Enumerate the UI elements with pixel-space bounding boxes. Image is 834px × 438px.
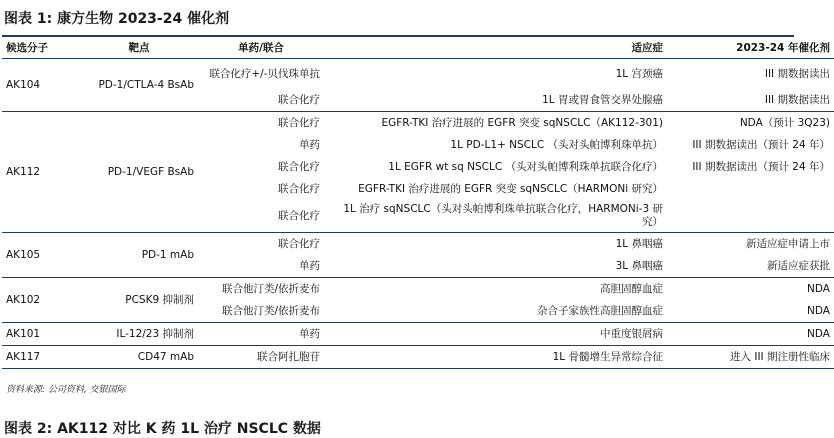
- header-molecule: 候选分子: [2, 37, 80, 59]
- table-header-row: [2, 37, 834, 59]
- indication-cell: 1L EGFR wt sq NSCLC （头对头帕博利珠单抗联合化疗）: [388, 160, 663, 173]
- indication-cell: EGFR-TKI 治疗进展的 EGFR 突变 sqNSCLC（AK112-301): [381, 116, 663, 129]
- table-row: [2, 323, 834, 346]
- indication-cell: 1L PD-L1+ NSCLC （头对头帕博利珠单抗）: [450, 138, 663, 151]
- target-cell: CD47 mAb: [80, 346, 198, 369]
- table-row: [2, 112, 834, 135]
- molecule-cell: AK101: [2, 323, 80, 346]
- regimen-cell: 联合化疗: [278, 237, 320, 250]
- indication-cell: 1L 胃或胃食管交界处腺癌: [324, 89, 667, 112]
- table-row: [2, 278, 834, 301]
- regimen-cell: 单药: [198, 323, 324, 346]
- source-note: 资料来源: 公司资料, 交银国际: [6, 385, 126, 395]
- status-cell: [667, 200, 834, 233]
- indication-cell: 1L 治疗 sqNSCLC（头对头帕博利珠单抗联合化疗，HARMONi-3 研究）: [324, 200, 667, 233]
- indication-cell: EGFR-TKI 治疗进展的 EGFR 突变 sqNSCLC（HARMONi 研究）: [358, 182, 663, 195]
- target-cell: IL-12/23 抑制剂: [80, 323, 198, 346]
- target-cell: PD-1/VEGF BsAb: [80, 112, 198, 233]
- target-cell: PD-1/CTLA-4 BsAb: [80, 59, 198, 112]
- indication-cell: 高胆固醇血症: [600, 282, 663, 295]
- table-row: [2, 59, 834, 90]
- status-cell: NDA（预计 3Q23): [739, 116, 830, 129]
- status-cell: 新适应症获批: [667, 255, 834, 278]
- regimen-cell: 联合化疗: [278, 160, 320, 173]
- indication-cell: 1L 鼻咽癌: [615, 237, 663, 250]
- molecule-cell: AK105: [2, 233, 80, 278]
- regimen-cell: 联合化疗: [198, 200, 324, 233]
- header-regimen: 单药/联合: [198, 37, 324, 59]
- regimen-cell: 联合化疗: [278, 182, 320, 195]
- molecule-cell: AK104: [2, 59, 80, 112]
- table-row: [2, 233, 834, 256]
- regimen-cell: 单药: [198, 255, 324, 278]
- catalyst-table: [2, 37, 834, 369]
- regimen-cell: 联合化疗: [198, 89, 324, 112]
- indication-cell: 杂合子家族性高胆固醇血症: [324, 300, 667, 323]
- regimen-cell: 联合他汀类/依折麦布: [221, 282, 320, 295]
- next-figure-title: 图表 2: AK112 对比 K 药 1L 治疗 NSCLC 数据: [4, 421, 321, 437]
- status-cell: III 期数据读出: [667, 89, 834, 112]
- regimen-cell: 联合化疗+/-贝伐珠单抗: [209, 67, 320, 80]
- indication-cell: 3L 鼻咽癌: [324, 255, 667, 278]
- status-cell: III 期数据读出（预计 24 年）: [692, 160, 830, 173]
- regimen-cell: 联合他汀类/依折麦布: [198, 300, 324, 323]
- status-cell: [667, 178, 834, 200]
- indication-cell: 中重度银屑病: [324, 323, 667, 346]
- status-cell: NDA: [807, 282, 830, 295]
- table-row: [2, 346, 834, 369]
- header-target: 靶点: [80, 37, 198, 59]
- header-indication: 适应症: [324, 37, 667, 59]
- target-cell: PCSK9 抑制剂: [80, 278, 198, 323]
- status-cell: NDA: [667, 300, 834, 323]
- header-status: 2023-24 年催化剂: [667, 37, 834, 59]
- status-cell: 新适应症申请上市: [746, 237, 830, 250]
- molecule-cell: AK117: [2, 346, 80, 369]
- molecule-cell: AK102: [2, 278, 80, 323]
- status-cell: III 期数据读出: [764, 67, 830, 80]
- regimen-cell: 单药: [299, 138, 320, 151]
- target-cell: PD-1 mAb: [80, 233, 198, 278]
- indication-cell: 1L 宫颈癌: [615, 67, 663, 80]
- regimen-cell: 联合阿扎胞苷: [198, 346, 324, 369]
- molecule-cell: AK112: [2, 112, 80, 233]
- figure-title: 图表 1: 康方生物 2023-24 催化剂: [4, 11, 230, 27]
- regimen-cell: 联合化疗: [278, 116, 320, 129]
- status-cell: III 期数据读出（预计 24 年）: [692, 138, 830, 151]
- status-cell: 进入 III 期注册性临床: [667, 346, 834, 369]
- status-cell: NDA: [667, 323, 834, 346]
- indication-cell: 1L 骨髓增生异常综合征: [324, 346, 667, 369]
